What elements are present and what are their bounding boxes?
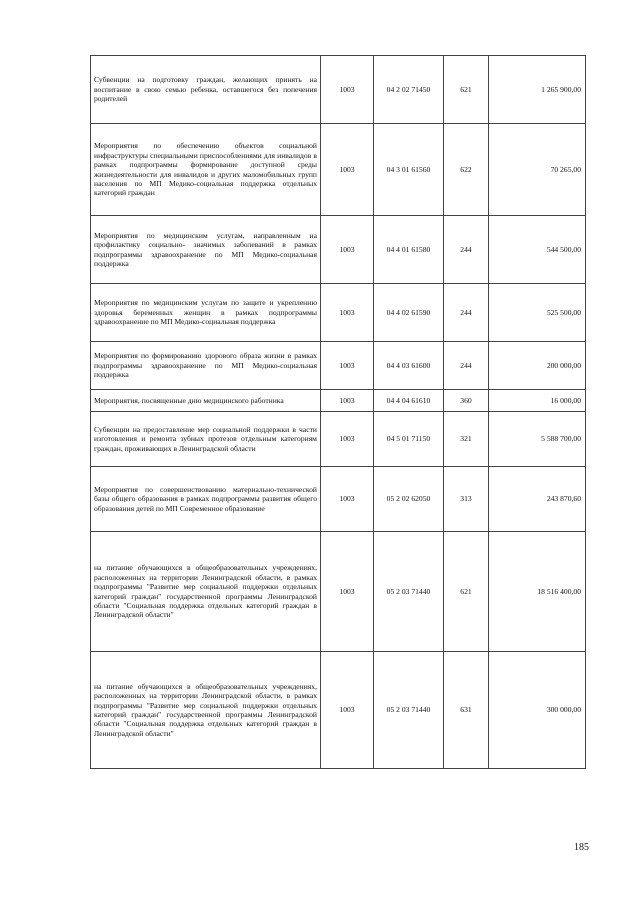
row-name: Мероприятия по совершенствованию материально-технической базы общего образования в рамках подпрограммы развития общего образования детей по МП Современное образование <box>91 467 321 532</box>
row-section-code: 1003 <box>321 652 374 769</box>
row-target-code: 04 5 01 71150 <box>374 412 444 467</box>
row-section-code: 1003 <box>321 56 374 124</box>
row-section-code: 1003 <box>321 284 374 342</box>
row-amount: 18 516 400,00 <box>489 532 586 652</box>
row-expense-type: 621 <box>444 532 489 652</box>
row-name: Мероприятия по медицинским услугам по защите и укреплению здоровья беременных женщин в рамках подпрограммы здравоохранение по МП Медико-социальная поддержка <box>91 284 321 342</box>
row-expense-type: 622 <box>444 124 489 216</box>
row-section-code: 1003 <box>321 467 374 532</box>
table-row <box>91 342 586 390</box>
row-target-code: 05 2 03 71440 <box>374 532 444 652</box>
row-target-code: 04 2 02 71450 <box>374 56 444 124</box>
row-amount: 243 870,60 <box>489 467 586 532</box>
row-amount: 544 500,00 <box>489 216 586 284</box>
row-expense-type: 313 <box>444 467 489 532</box>
row-name: Мероприятия по медицинским услугам, направленным на профилактику социально- значимых заболеваний в рамках подпрограммы здравоохранение по МП Медико-социальная поддержка <box>91 216 321 284</box>
row-expense-type: 360 <box>444 390 489 412</box>
row-target-code: 04 4 03 61600 <box>374 342 444 390</box>
row-target-code: 05 2 02 62050 <box>374 467 444 532</box>
row-amount: 70 265,00 <box>489 124 586 216</box>
table-row <box>91 532 586 652</box>
table-row <box>91 56 586 124</box>
row-amount: 5 588 700,00 <box>489 412 586 467</box>
row-name: на питание обучающихся в общеобразовательных учреждениях, расположенных на территории Ленинградской области, в рамках подпрограммы "Развитие мер социальной поддержки отдельных категорий граждан" государственной программы Ленинградской области "Социальная поддержка отдельных категорий граждан в Ленинградской области" <box>91 532 321 652</box>
row-name: Субвенции на предоставление мер социальной поддержки в части изготовления и ремонта зубных протезов отдельным категориям граждан, проживающих в Ленинградской области <box>91 412 321 467</box>
table-row <box>91 412 586 467</box>
row-amount: 1 265 900,00 <box>489 56 586 124</box>
page-number: 185 <box>574 842 589 853</box>
row-name: Субвенции на подготовку граждан, желающих принять на воспитание в свою семью ребенка, оставшегося без попечения родителей <box>91 56 321 124</box>
row-section-code: 1003 <box>321 532 374 652</box>
row-name: на питание обучающихся в общеобразовательных учреждениях, расположенных на территории Ленинградской области, в рамках подпрограммы "Развитие мер социальной поддержки отдельных категорий граждан" государственной программы Ленинградской области "Социальная поддержка отдельных категорий граждан в Ленинградской области" <box>91 652 321 769</box>
row-name: Мероприятия по обеспечению объектов социальной инфраструктуры специальными приспособлениями для инвалидов в рамках подпрограммы формирование доступной среды жизнедеятельности для инвалидов и других маломобильных групп населения по МП Медико-социальная поддержка отдельных категорий граждан <box>91 124 321 216</box>
row-expense-type: 244 <box>444 284 489 342</box>
table-row <box>91 284 586 342</box>
row-section-code: 1003 <box>321 124 374 216</box>
row-expense-type: 631 <box>444 652 489 769</box>
row-target-code: 04 4 02 61590 <box>374 284 444 342</box>
row-target-code: 04 4 04 61610 <box>374 390 444 412</box>
table-row <box>91 467 586 532</box>
row-amount: 200 000,00 <box>489 342 586 390</box>
row-target-code: 05 2 03 71440 <box>374 652 444 769</box>
row-amount: 525 500,00 <box>489 284 586 342</box>
table-row <box>91 390 586 412</box>
table-row <box>91 652 586 769</box>
row-section-code: 1003 <box>321 390 374 412</box>
row-expense-type: 321 <box>444 412 489 467</box>
row-amount: 16 000,00 <box>489 390 586 412</box>
row-section-code: 1003 <box>321 342 374 390</box>
row-section-code: 1003 <box>321 216 374 284</box>
row-section-code: 1003 <box>321 412 374 467</box>
table-row <box>91 124 586 216</box>
row-target-code: 04 4 01 61580 <box>374 216 444 284</box>
row-name: Мероприятия по формированию здорового образа жизни в рамках подпрограммы здравоохранение по МП Медико-социальная поддержка <box>91 342 321 390</box>
row-name: Мероприятия, посвященные дню медицинского работника <box>91 390 321 412</box>
budget-table <box>90 55 586 769</box>
row-expense-type: 244 <box>444 342 489 390</box>
row-target-code: 04 3 01 61560 <box>374 124 444 216</box>
row-expense-type: 244 <box>444 216 489 284</box>
table-row <box>91 216 586 284</box>
row-amount: 300 000,00 <box>489 652 586 769</box>
row-expense-type: 621 <box>444 56 489 124</box>
